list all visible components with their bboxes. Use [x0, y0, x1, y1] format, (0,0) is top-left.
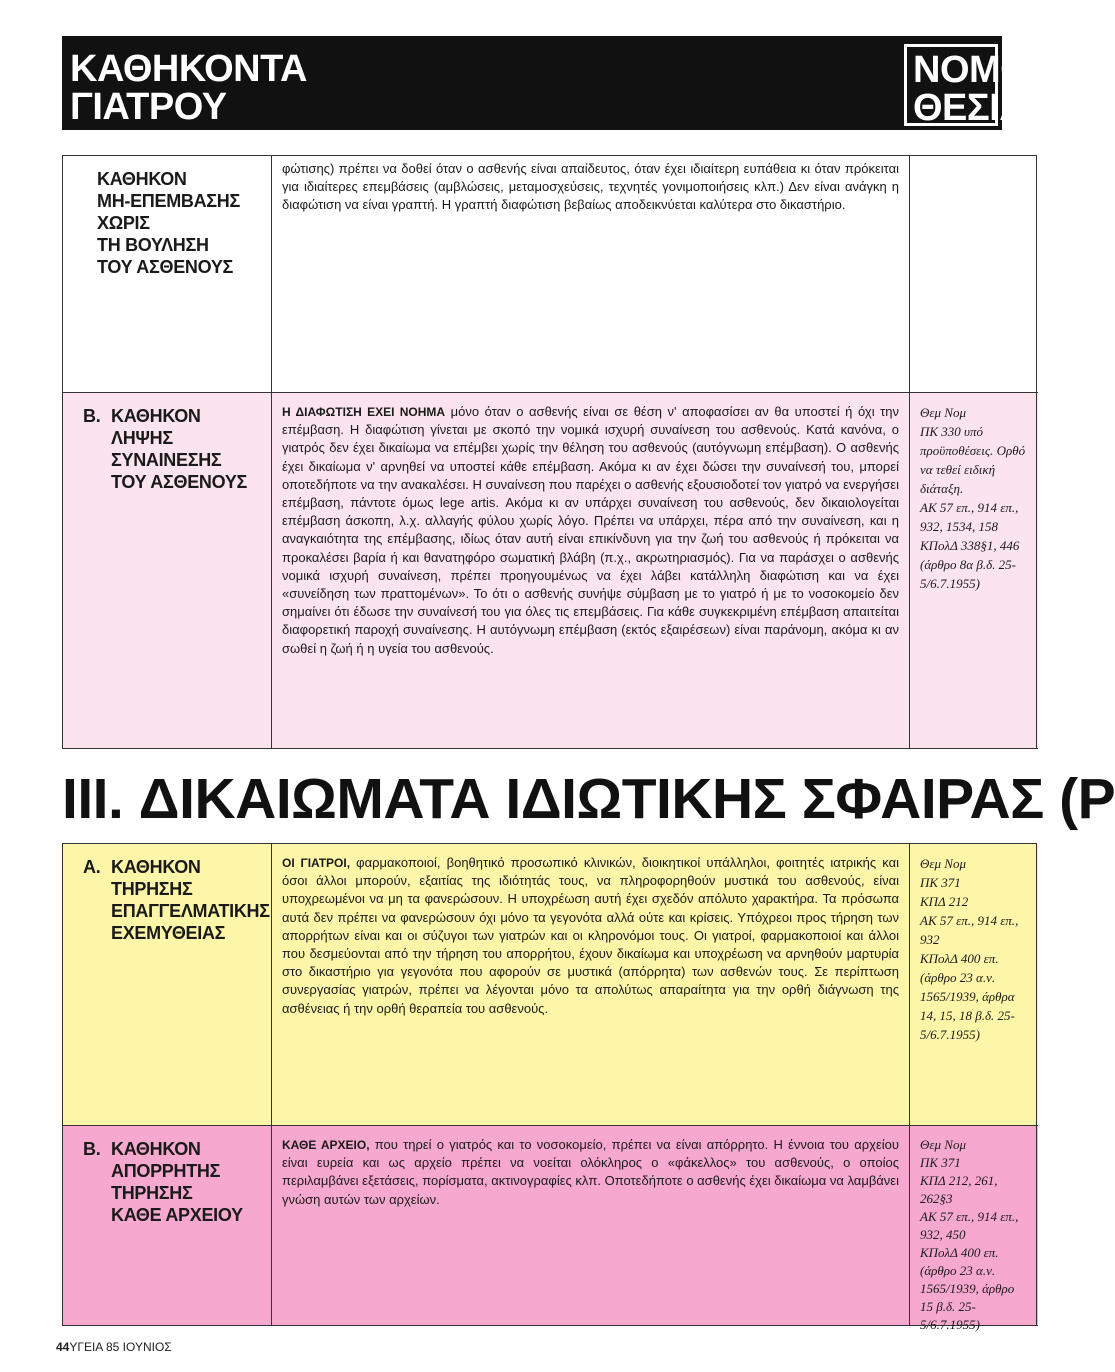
legislation-ref: ΚΠολΔ 338§1, 446: [920, 538, 1020, 553]
legislation-ref: Θεμ Νομ: [920, 856, 966, 871]
legislation-refs: [910, 393, 1036, 593]
legislation-ref: Θεμ Νομ: [920, 405, 966, 420]
duty-text: [272, 1126, 909, 1209]
legislation-ref: ΠΚ 330 υπό προϋποθέσεις. Ορθό να τεθεί ειδική διάταξη.: [920, 424, 1026, 496]
header-right-line1: ΝΟΜΟ-: [913, 49, 1042, 91]
duty-text-body: φαρμακοποιοί, βοηθητικό προσωπικό κλινικών, διοικητικοί υπάλληλοι, φοιτητές ιατρικής και όσοι άλλοι μπορούν, εξαιτίας της ιδιότητάς τους, να πληροφορηθούν μυστικά του ασθενούς, είναι υποχρεωμένοι να μη τα φανερώσουν. Η υποχρέωση αυτή έχει σχεδόν απόλυτο χαρακτήρα. Τα πρόσωπα αυτά δεν πρέπει να φανερώσουν όχι μόνο τα γεγονότα αλλά ούτε και κρίσεις. Υπόχρεοι προς τήρηση των απορρήτων είναι και οι σύζυγοι των γιατρών και οι κληρονόμοι τους. Οι γιατροί, φαρμακοποιοί και άλλοι που δεσμεύονται από την τήρηση του απορρήτου, έχουν δικαίωμα και υποχρέωση να αρνηθούν μαρτυρία στο δικαστήριο για γεγονότα που αφορούν σε μυστικά (απόρρητα) των ασθενών τους. Σε περίπτωση συνεργασίας γιατρών, πρέπει να λέγονται μόνο τα απολύτως απαραίτητα για την ορθή διάγνωση της ασθένειας ή την ορθή θεραπεία του ασθενούς.: [282, 855, 899, 1016]
header-title: [66, 44, 898, 126]
duty-label-line: [73, 405, 271, 427]
duty-label-line: ΕΠΑΓΓΕΛΜΑΤΙΚΗΣ: [111, 901, 270, 921]
legislation-ref: ΠΚ 371: [920, 875, 961, 890]
legislation-cell: [910, 393, 1037, 748]
legislation-ref: ΚΠΔ 212: [920, 894, 969, 909]
duty-label: [63, 844, 271, 944]
legislation-ref: ΑΚ 57 επ., 914 επ., 932, 450: [920, 1209, 1019, 1242]
duty-letter: B.: [83, 1139, 101, 1159]
legislation-cell: [910, 844, 1037, 1125]
page-number: 44: [56, 1340, 70, 1354]
legislation-ref: ΑΚ 57 επ., 914 επ., 932, 1534, 158: [920, 500, 1019, 534]
legislation-ref: (άρθρο 8α β.δ. 25-5/6.7.1955): [920, 557, 1016, 591]
header-title-line1: ΚΑΘΗΚΟΝΤΑ: [70, 48, 307, 90]
duty-text: [272, 393, 909, 658]
section-title: III. ΔΙΚΑΙΩΜΑΤΑ ΙΔΙΩΤΙΚΗΣ ΣΦΑΙΡΑΣ (Ρ: [62, 767, 1115, 831]
duty-label-line: ΑΠΟΡΡΗΤΗΣ: [111, 1161, 221, 1181]
duty-text: [272, 844, 909, 1018]
duty-label-line: ΧΩΡΙΣ: [97, 213, 150, 233]
duty-label-line: ΤΗΡΗΣΗΣ: [111, 879, 193, 899]
duty-text-lead: ΚΑΘΕ ΑΡΧΕΙΟ,: [282, 1138, 370, 1152]
duty-label: [63, 1126, 271, 1226]
duty-label: [63, 156, 271, 278]
duty-text-body: φώτισης) πρέπει να δοθεί όταν ο ασθενής είναι απαίδευτος, όταν έχει ιδιαίτερη ευπάθεια κι όταν πρόκειται για ιδιαίτερες επεμβάσεις (αμβλώσεις, μεταμοσχεύσεις, τεχνητές γονιμοποιήσεις κλπ.) Δεν είναι ανάγκη η διαφώτιση να είναι γραπτή. Η γραπτή διαφώτιση βεβαίως αποδεικνύεται καλύτερα στο δικαστήριο.: [282, 161, 899, 213]
duty-label-line: [73, 856, 271, 878]
duty-label-word: ΚΑΘΗΚΟΝ: [111, 1139, 201, 1159]
duty-label-word: ΚΑΘΗΚΟΝ: [111, 857, 201, 877]
duty-text-cell: [272, 844, 910, 1125]
magazine-name: ΥΓΕΙΑ 85 ΙΟΥΝΙΟΣ: [69, 1340, 172, 1354]
duty-letter: B.: [83, 406, 101, 426]
duty-letter: A.: [83, 857, 101, 877]
legislation-ref: (άρθρο 23 α.ν. 1565/1939, άρθρα 14, 15, 18 β.δ. 25-5/6.7.1955): [920, 970, 1015, 1042]
duty-label-cell: [63, 393, 272, 748]
duty-text-cell: [272, 393, 910, 748]
legislation-ref: Θεμ Νομ: [920, 1137, 966, 1152]
duty-text-cell: [272, 156, 910, 392]
duty-label-line: ΤΟΥ ΑΣΘΕΝΟΥΣ: [97, 257, 234, 277]
duty-label-line: ΤΟΥ ΑΣΘΕΝΟΥΣ: [111, 472, 248, 492]
duty-label-line: ΚΑΘΕ ΑΡΧΕΙΟΥ: [111, 1205, 243, 1225]
header-legislation-title: [904, 44, 1042, 129]
duty-label-line: ΕΧΕΜΥΘΕΙΑΣ: [111, 923, 226, 943]
page-footer: [56, 1340, 172, 1354]
table-row: [63, 393, 1038, 749]
legislation-ref: ΚΠΔ 212, 261, 262§3: [920, 1173, 998, 1206]
header-right-line2: ΘΕΣΙΑ: [913, 87, 1027, 129]
duty-label: [63, 393, 271, 493]
duty-label-line: ΤΗ ΒΟΥΛΗΣΗ: [97, 235, 209, 255]
duty-text-body: μόνο όταν ο ασθενής είναι σε θέση ν' αποφασίσει αν θα υποστεί ή όχι την επέμβαση. Η διαφώτιση γίνεται με σκοπό την νομικά ισχυρή συναίνεση του ασθενούς. Κατά κανόνα, ο γιατρός δεν έχει δικαίωμα να επέμβει χωρίς την θέληση του ασθενούς (αυτόγνωμη επέμβαση). Ο ασθενής έχει δικαίωμα ν' αρνηθεί να υποστεί κάθε επέμβαση. Ακόμα κι αν έχει δώσει την συναίνεσή του, μπορεί οποτεδήποτε να την ανακαλέσει. Η συναίνεση που παρέχει ο ασθενής εξουσιοδοτεί τον γιατρό να ενεργήσει επέμβαση, πάντοτε όμως lege artis. Ακόμα κι αν υπάρχει συναίνεση του ασθενούς, δεν δικαιολογείται επέμβαση άσκοπη, λ.χ. αλλαγής φύλου χωρίς λόγο. Πρέπει να υπάρχει, πέρα από την συναίνεση, και η αναγκαιότητα της επέμβασης, ιδίως όταν αυτή είναι επικίνδυνη για την ζωή του ασθενούς ή πρόκειται να προκαλέσει βαρία ή και θανατηφόρο σωματική βλάβη (π.χ., ακρωτηριασμός). Για να παράσχει ο ασθενής νομικά ισχυρή συναίνεση, πρέπει προηγουμένως να έχει λάβει κατάλληλη διαφώτιση και να έχει «συνείδηση των πραττομένων». Το ότι ο ασθενής συνήψε σύμβαση με το γιατρό ή με το νοσοκομείο δεν σημαίνει ότι έδωσε την συναίνεσή του για όλες τις επεμβάσεις. Για κάθε συγκεκριμένη επέμβαση απαιτείται διαφορετική παροχή συναίνεσης. Η αυτόγνωμη επέμβαση (εκτός εξαιρέσεων) είναι παράνομη, ακόμα κι αν σωθεί η ζωή ή η υγεία του ασθενούς.: [282, 404, 900, 656]
duties-table-1: [62, 155, 1037, 749]
duty-text-lead: Η ΔΙΑΦΩΤΙΣΗ ΕΧΕΙ ΝΟΗΜΑ: [282, 405, 446, 419]
table-row: [63, 156, 1038, 393]
legislation-ref: ΠΚ 371: [920, 1155, 961, 1170]
duty-label-line: ΤΗΡΗΣΗΣ: [111, 1183, 193, 1203]
duty-label-line: [73, 1138, 271, 1160]
header-title-line2: ΓΙΑΤΡΟΥ: [70, 86, 227, 128]
duty-label-line: ΣΥΝΑΙΝΕΣΗΣ: [111, 450, 222, 470]
legislation-ref: ΚΠολΔ 400 επ.: [920, 951, 999, 966]
duty-text-cell: [272, 1126, 910, 1325]
legislation-refs: [910, 844, 1036, 1044]
duty-label-line: ΛΗΨΗΣ: [111, 428, 173, 448]
duty-text-lead: ΟΙ ΓΙΑΤΡΟΙ,: [282, 856, 351, 870]
legislation-ref: ΚΠολΔ 400 επ.: [920, 1245, 999, 1260]
legislation-cell: [910, 1126, 1037, 1332]
table-row: [63, 1126, 1038, 1332]
duty-label-line: ΚΑΘΗΚΟΝ: [97, 169, 187, 189]
legislation-ref: (άρθρο 23 α.ν. 1565/1939, άρθρο 15 β.δ. 25-5/6.7.1955): [920, 1263, 1015, 1332]
legislation-refs: [910, 1126, 1036, 1334]
duty-label-word: ΚΑΘΗΚΟΝ: [111, 406, 201, 426]
duty-label-cell: [63, 1126, 272, 1325]
legislation-ref: ΑΚ 57 επ., 914 επ., 932: [920, 913, 1019, 947]
duty-label-line: ΜΗ-ΕΠΕΜΒΑΣΗΣ: [97, 191, 240, 211]
duty-label-cell: [63, 844, 272, 1125]
duty-text-body: που τηρεί ο γιατρός και το νοσοκομείο, πρέπει να είναι απόρρητο. Η έννοια του αρχείου είναι ευρεία και ως αρχείο πρέπει να νοείται ολόκληρος ο «φάκελλος» του ασθενούς, ο οποίος περιλαμβάνει εξετάσεις, πορίσματα, ακτινογραφίες κλπ. Οποτεδήποτε ο ασθενής έχει δικαίωμα να λαμβάνει γνώση αυτών των αρχείων.: [282, 1137, 899, 1207]
duties-table-2: [62, 843, 1037, 1332]
table-row: [63, 844, 1038, 1126]
legislation-cell: [910, 156, 1037, 392]
duty-label-cell: [63, 156, 272, 392]
page-header: [62, 36, 1042, 130]
duty-text: [272, 156, 909, 215]
